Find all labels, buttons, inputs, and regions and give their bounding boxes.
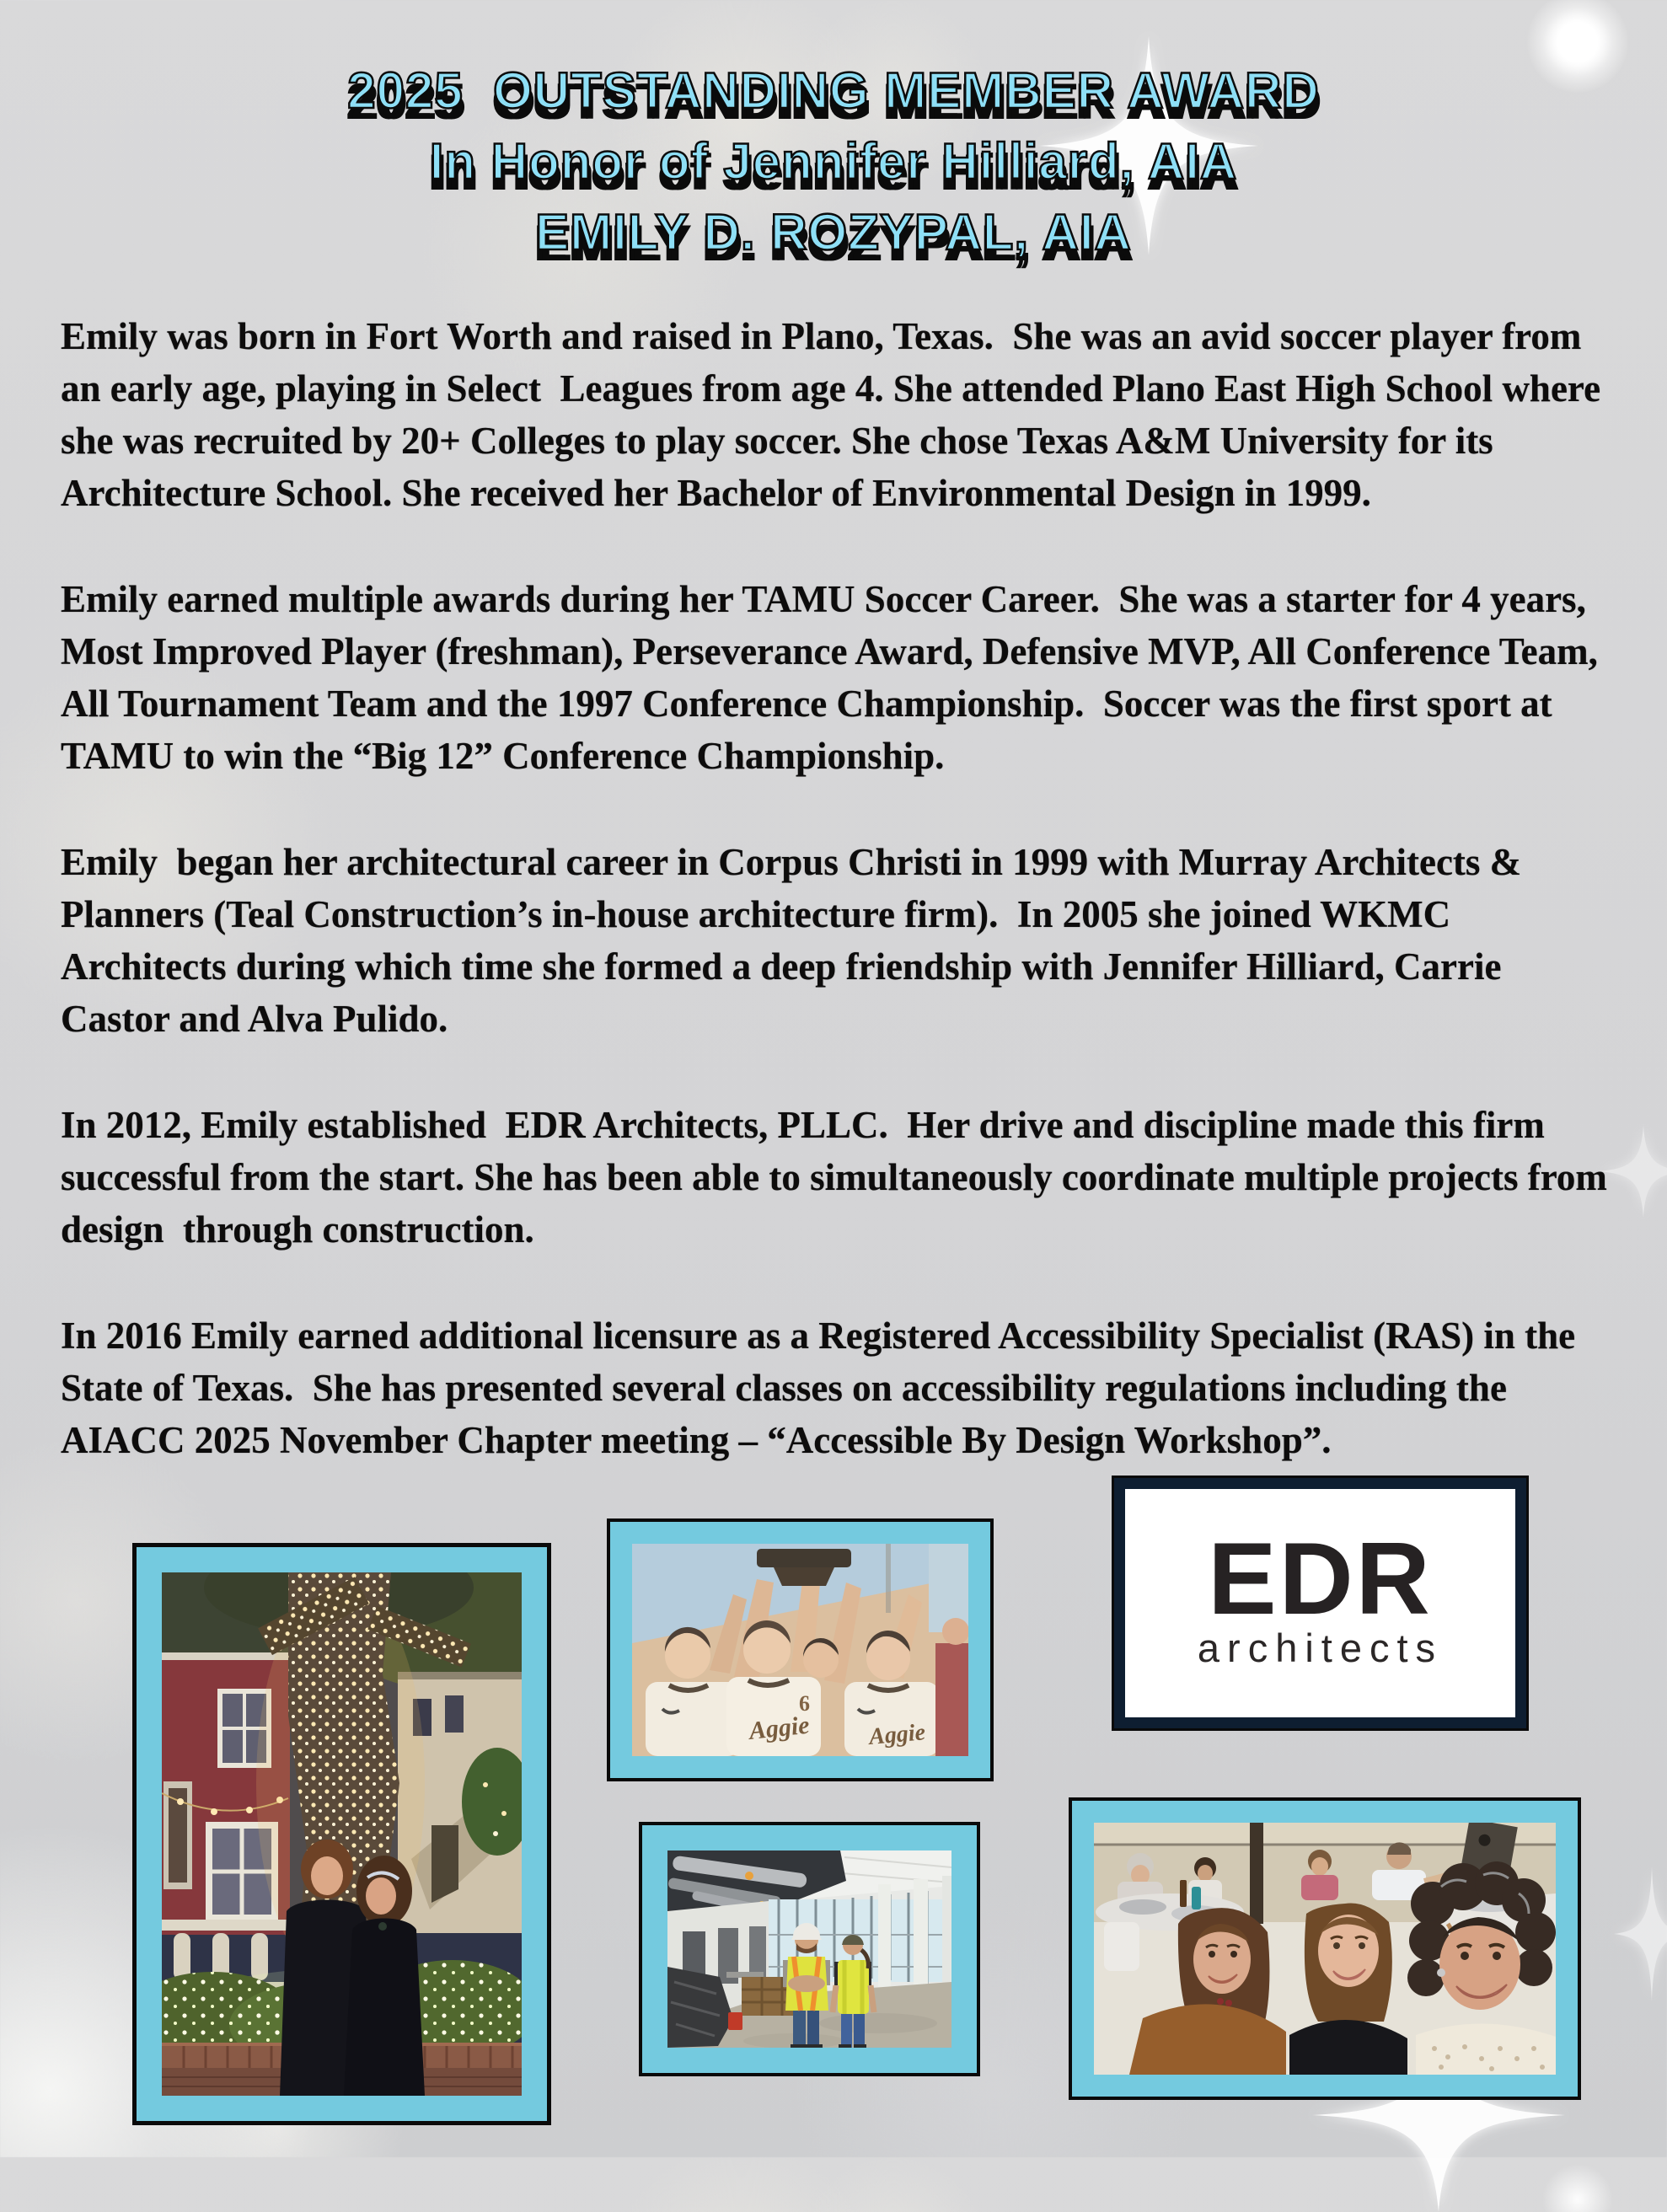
soccer-trophy-image: [632, 1544, 968, 1756]
sparkle-icon: [1614, 1867, 1667, 2001]
bio-paragraph-2: Emily earned multiple awards during her TAMU Soccer Career. She was a starter for 4 years, Most Improved Player (freshman), Perseverance Award, Defensive MVP, All Conference Team, All Tournament Team and the 1997 Conference Championship. Soccer was the first sport at TAMU to win the “Big 12” Conference Championship.: [61, 578, 1605, 777]
edr-architects-logo: [1114, 1478, 1526, 1728]
three-women-selfie-image: [1094, 1823, 1556, 2075]
jersey-script-text: Aggie: [867, 1719, 927, 1750]
bio-paragraph-5: In 2016 Emily earned additional licensure as a Registered Accessibility Specialist (RAS) in the State of Texas. She has presented several classes on accessibility regulations including the AIACC 2025 November Chapter meeting – “Accessible By Design Workshop”.: [61, 1315, 1585, 1461]
jersey-number-text: 6: [799, 1691, 810, 1716]
title-line-3: EMILY D. ROZYPAL, AIA: [535, 204, 1132, 260]
construction-site-image: [667, 1850, 951, 2048]
title-line-1: 2025 OUTSTANDING MEMBER AWARD: [347, 62, 1320, 119]
bio-text: [61, 310, 1617, 1520]
bio-paragraph-4: In 2012, Emily established EDR Architects, PLLC. Her drive and discipline made this firm successful from the start. She has been able to simultaneously coordinate multiple projects from design through construction.: [61, 1104, 1617, 1251]
night-courtyard-image: [162, 1572, 522, 2096]
photo-night-courtyard: [132, 1543, 551, 2125]
logo-name-text: EDR: [1208, 1520, 1433, 1636]
title-line-2: In Honor of Jennifer Hilliard, AIA: [429, 133, 1238, 190]
logo-tagline-text: architects: [1197, 1625, 1444, 1670]
page-title: [0, 56, 1667, 268]
photo-soccer-trophy: [607, 1518, 994, 1781]
bio-paragraph-3: Emily began her architectural career in Corpus Christi in 1999 with Murray Architects & Planners (Teal Construction’s in-house architecture firm). In 2005 she joined WKMC Architects during which time she formed a deep friendship with Jennifer Hilliard, Carrie Castor and Alva Pulido.: [61, 841, 1531, 1040]
photo-construction-site: [639, 1822, 980, 2076]
jersey-script-text: Aggie: [748, 1711, 812, 1745]
photo-three-women-selfie: [1069, 1797, 1581, 2100]
bio-paragraph-1: Emily was born in Fort Worth and raised in Plano, Texas. She was an avid soccer player from an early age, playing in Select Leagues from age 4. She attended Plano East High School where she was recruited by 20+ Colleges to play soccer. She chose Texas A&M University for its Architecture School. She received her Bachelor of Environmental Design in 1999.: [61, 315, 1611, 514]
